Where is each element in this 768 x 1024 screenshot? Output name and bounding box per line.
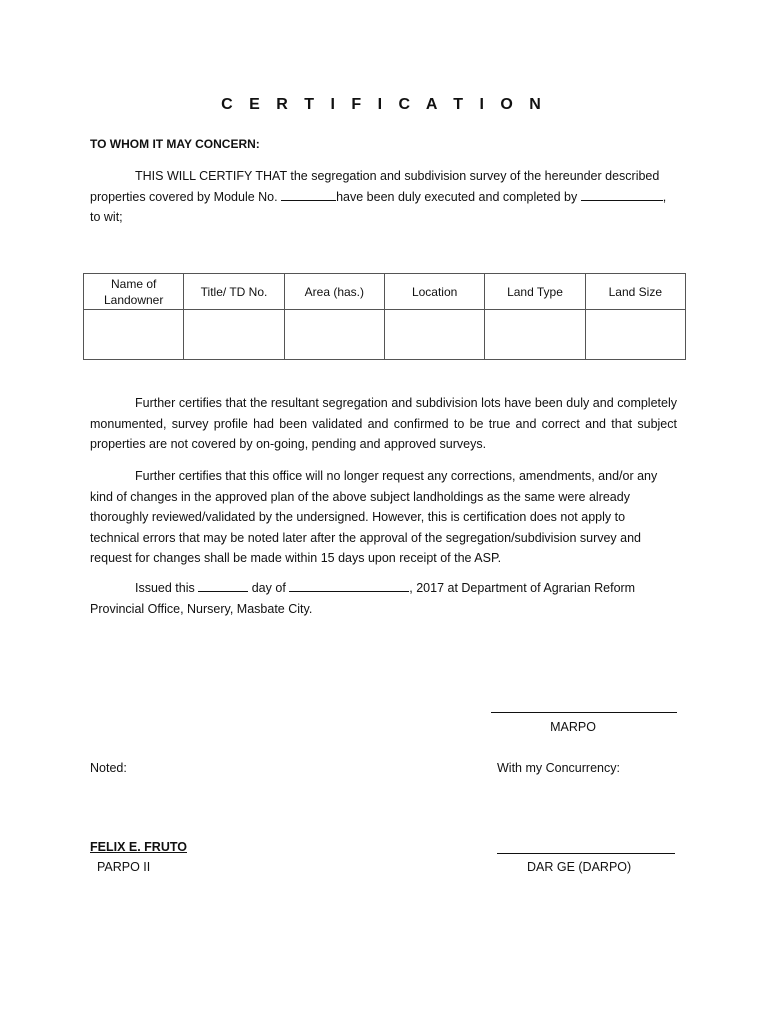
cell-land-type[interactable] [485,310,585,360]
header-title-td-no: Title/ TD No. [184,274,284,310]
darpo-title: DAR GE (DARPO) [527,860,632,874]
marpo-label: MARPO [550,720,596,734]
felix-name: FELIX E. FRUTO [90,840,187,854]
table-header-row [84,274,686,310]
month-blank[interactable] [289,579,409,592]
cell-area[interactable] [284,310,384,360]
marpo-signature-line [491,712,677,713]
salutation: TO WHOM IT MAY CONCERN: [90,137,260,151]
felix-title: PARPO II [97,860,151,874]
document-title: C E R T I F I C A T I O N [221,96,547,113]
cell-title-td-no[interactable] [184,310,284,360]
properties-table [83,273,686,360]
concurrency-label: With my Concurrency: [497,761,620,775]
noted-label: Noted: [90,761,127,775]
paragraph-resultant-lots: Further certifies that the resultant segregation and subdivision lots have been duly and completely monumented, survey profile had been validated and confirmed to be true and correct and that subject properties are not covered by on-going, pending and approved surveys. [90,396,677,451]
header-land-type: Land Type [485,274,585,310]
intro-text-2: have been duly executed and completed by [336,189,578,204]
issued-text-2: day of [251,581,286,595]
darpo-signature-line [497,853,675,854]
issued-paragraph [90,578,677,619]
table-row [84,310,686,360]
intro-paragraph [90,166,677,228]
issued-text-3: , 2017 at Department of Agrarian Reform Provincial Office, Nursery, Masbate City. [90,581,636,616]
issued-text-1: Issued this [135,581,195,595]
day-blank[interactable] [198,579,248,592]
header-area: Area (has.) [284,274,384,310]
header-location: Location [384,274,484,310]
module-number-blank[interactable] [281,188,336,201]
completed-by-blank[interactable] [581,188,663,201]
intro-text-4: to wit; [90,210,123,224]
intro-text-1: THIS WILL CERTIFY THAT the segregation and subdivision survey of the hereunder described properties covered by Module No. [90,169,660,204]
cell-land-size[interactable] [585,310,685,360]
cell-name-of-landowner[interactable] [84,310,184,360]
cell-location[interactable] [384,310,484,360]
intro-text-3: , [662,189,667,204]
header-land-size: Land Size [585,274,685,310]
paragraph-no-corrections: Further certifies that this office will no longer request any corrections, amendments, and/or any kind of changes in the approved plan of the above subject landholdings as the same were already thoroughly reviewed/validated by the undersigned. However, this is certification does not apply to technical errors that may be noted later after the approval of the segregation/subdivision survey and request for changes shall be made within 15 days upon receipt of the ASP. [90,469,658,565]
header-name-of-landowner: Name of Landowner [84,274,184,310]
